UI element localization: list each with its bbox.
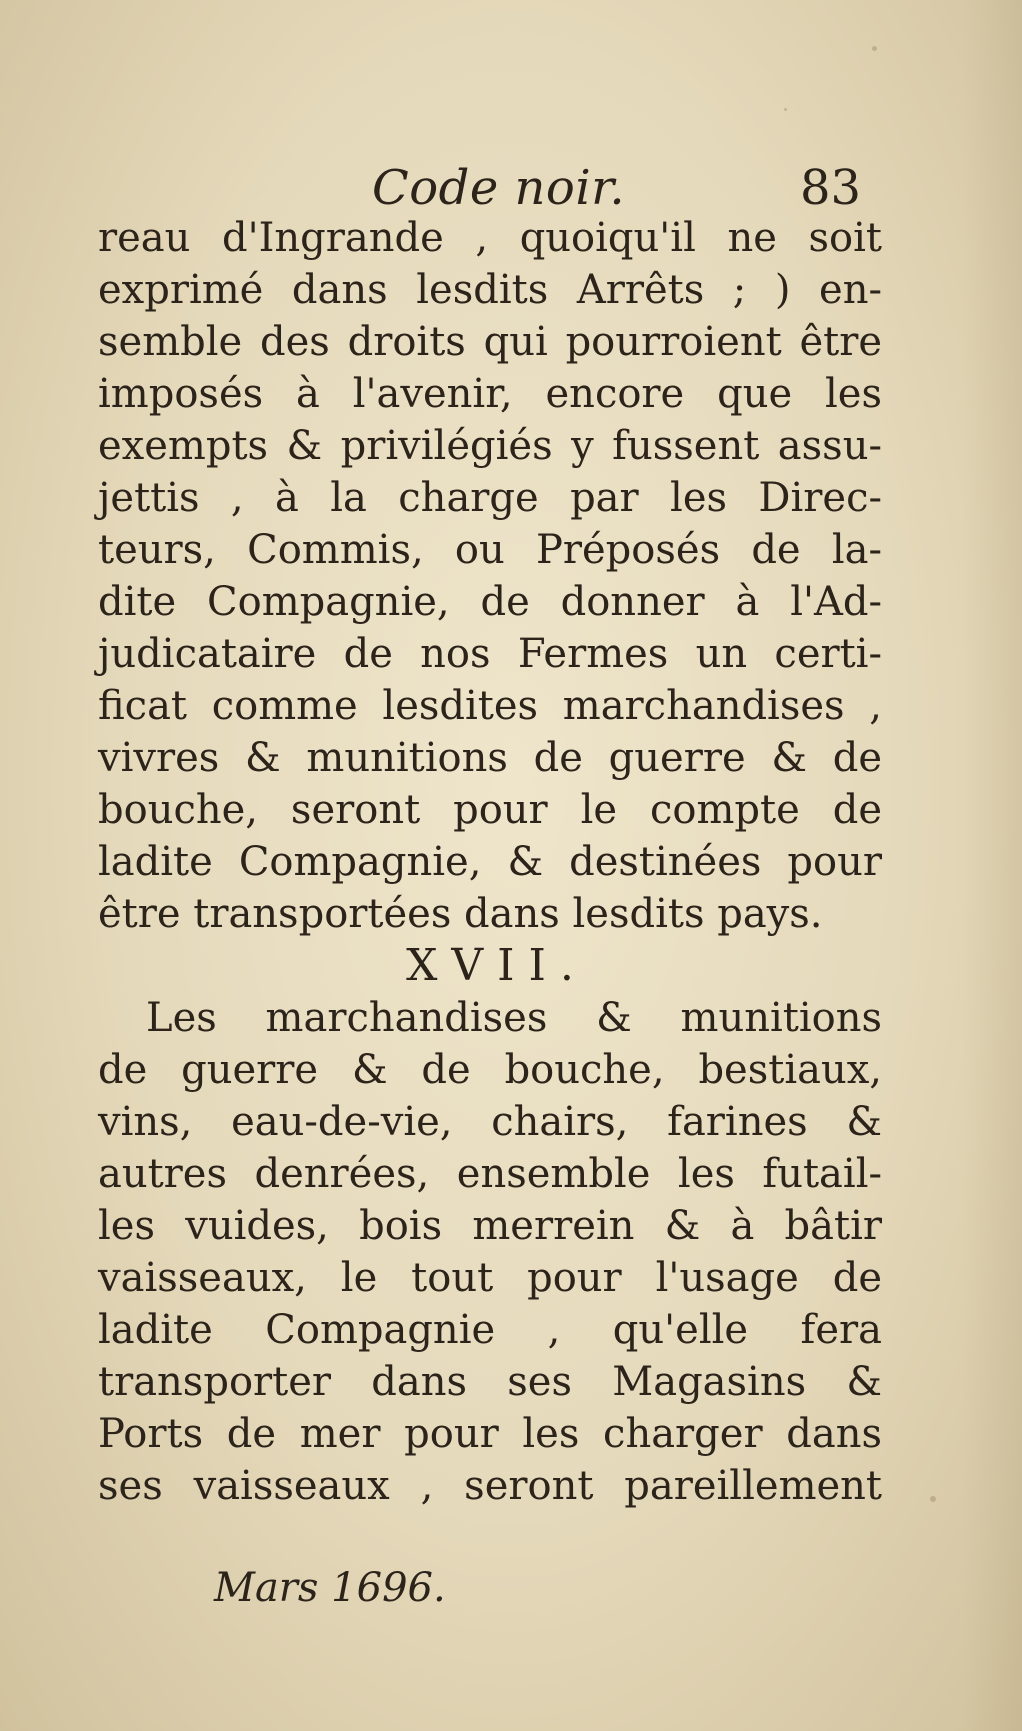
text-line: bouche, seront pour le compte de xyxy=(98,787,882,833)
text-line: exempts & privilégiés y fussent assu- xyxy=(98,423,882,469)
text-line: les vuides, bois merrein & à bâtir xyxy=(98,1203,882,1249)
text-line: ladite Compagnie, & destinées pour xyxy=(98,839,882,885)
text-line: Ports de mer pour les charger dans xyxy=(98,1411,882,1457)
text-line: vins, eau-de-vie, chairs, farines & xyxy=(98,1099,882,1145)
paper-foxing-spot xyxy=(872,46,877,51)
catchword-signature: Mars 1696. xyxy=(214,1565,446,1611)
text-line: ficat comme lesdites marchandises , xyxy=(98,683,882,729)
paper-foxing-spot xyxy=(930,1496,936,1502)
text-line: ladite Compagnie , qu'elle fera xyxy=(98,1307,882,1353)
text-line: vaisseaux, le tout pour l'usage de xyxy=(98,1255,882,1301)
text-line: ses vaisseaux , seront pareillement xyxy=(98,1463,882,1509)
text-line: imposés à l'avenir, encore que les xyxy=(98,371,882,417)
text-line: reau d'Ingrande , quoiqu'il ne soit xyxy=(98,215,882,261)
text-line: Les marchandises & munitions xyxy=(146,995,882,1041)
text-line: vivres & munitions de guerre & de xyxy=(98,735,882,781)
page-header xyxy=(100,158,900,218)
text-line: semble des droits qui pourroient être xyxy=(98,319,882,365)
text-line: autres denrées, ensemble les futail- xyxy=(98,1151,882,1197)
text-line: de guerre & de bouche, bestiaux, xyxy=(98,1047,882,1093)
text-line: judicataire de nos Fermes un certi- xyxy=(98,631,882,677)
text-line: transporter dans ses Magasins & xyxy=(98,1359,882,1405)
text-line: être transportées dans lesdits pays. xyxy=(98,891,823,937)
text-line: jettis , à la charge par les Direc- xyxy=(98,475,882,521)
text-line: dite Compagnie, de donner à l'Ad- xyxy=(98,579,882,625)
text-line: exprimé dans lesdits Arrêts ; ) en- xyxy=(98,267,882,313)
body-text xyxy=(98,212,882,1512)
running-title: Code noir. xyxy=(372,160,626,216)
text-line: teurs, Commis, ou Préposés de la- xyxy=(98,527,882,573)
page-number: 83 xyxy=(800,160,862,216)
paper-foxing-spot xyxy=(784,108,787,111)
page-edge-shadow xyxy=(962,0,1022,1731)
article-heading: XVII. xyxy=(406,940,588,991)
